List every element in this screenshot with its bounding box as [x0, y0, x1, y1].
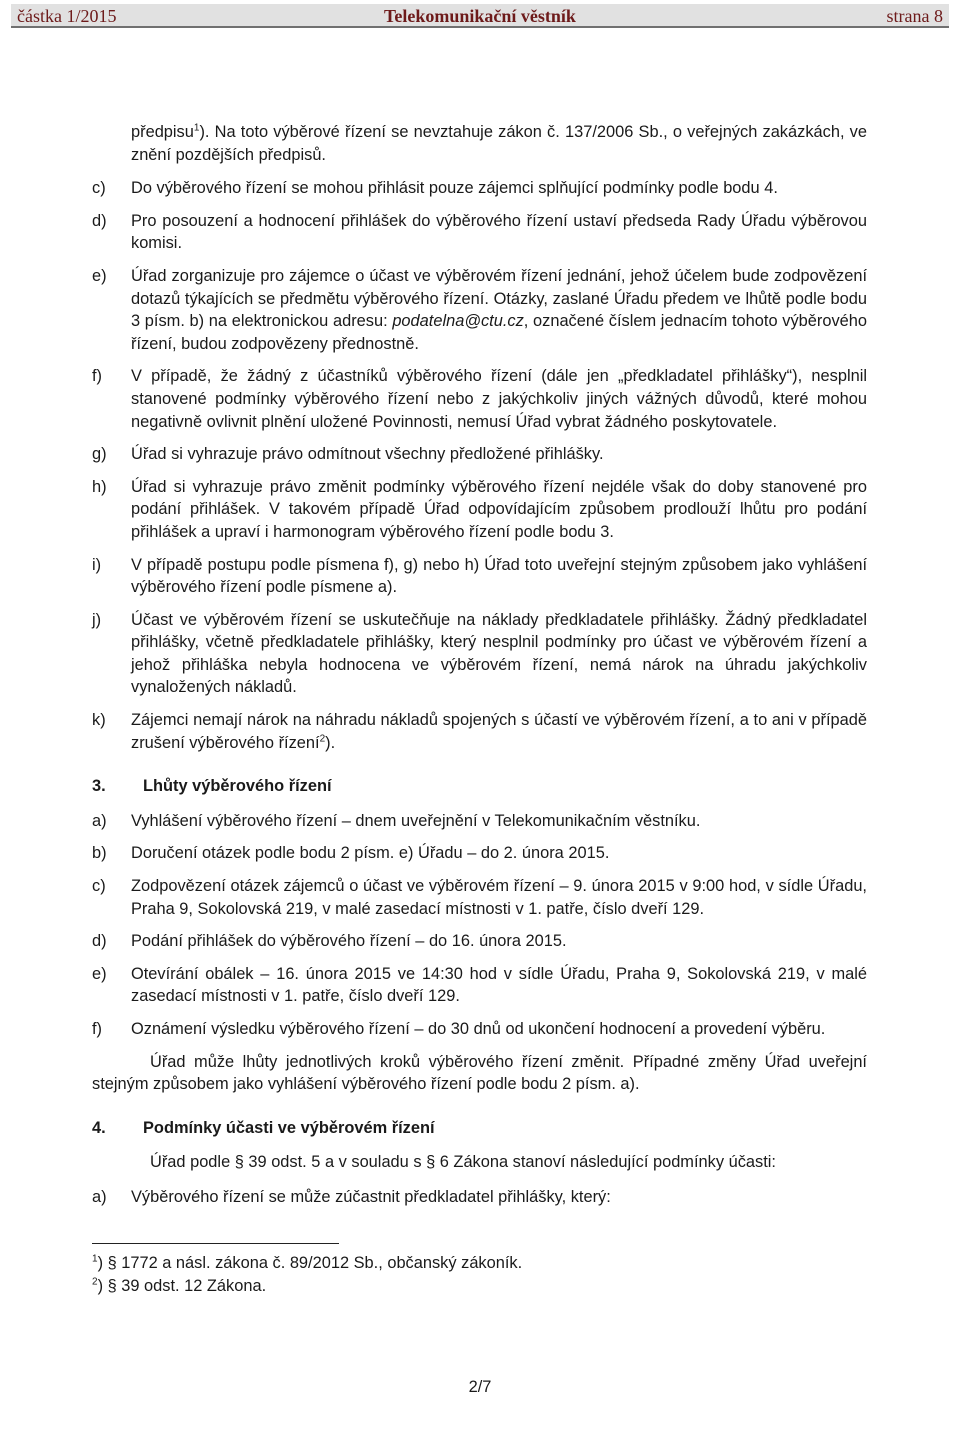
- list-item: k) Zájemci nemají nárok na náhradu nákladů spojených s účastí ve výběrovém řízení, a to ani v případě zrušení výběrového řízení$^2$).: [92, 711, 867, 752]
- continued-paragraph: předpisu$^1$). Na toto výběrové řízení se nevztahuje zákon č. 137/2006 Sb., o veřejných zakázkách, ve znění pozdějších předpisů.: [131, 122, 867, 164]
- header-title: Telekomunikační věstník: [384, 6, 576, 26]
- list-item: e) Otevírání obálek – 16. února 2015 ve 14:30 hod v sídle Úřadu, Praha 9, Sokolovská 219, v malé zasedací místnosti v 1. patře, číslo dveří 129.: [92, 964, 867, 1006]
- email-address: podatelna@ctu.cz: [392, 312, 524, 331]
- section-intro: Úřad podle § 39 odst. 5 a v souladu s § 6 Zákona stanoví následující podmínky účasti:: [150, 1153, 776, 1172]
- page-number: 2/7: [468, 1378, 492, 1396]
- header-page: strana 8: [886, 6, 943, 26]
- list-item: b) Doručení otázek podle bodu 2 písm. e) Úřadu – do 2. února 2015.: [92, 844, 610, 863]
- list-item: d) Pro posouzení a hodnocení přihlášek do výběrového řízení ustaví předseda Rady Úřadu výběrovou komisi.: [92, 211, 867, 253]
- list-item: a) Vyhlášení výběrového řízení – dnem uveřejnění v Telekomunikačním věstníku.: [92, 811, 701, 830]
- footnote-ref-1: 1: [193, 122, 200, 134]
- footnote-divider: [92, 1243, 339, 1244]
- footnote: $^2$) § 39 odst. 12 Zákona.: [92, 1276, 267, 1296]
- section-heading: 4. Podmínky účasti ve výběrovém řízení: [92, 1118, 435, 1137]
- list-item: a) Výběrového řízení se může zúčastnit předkladatel přihlášky, který:: [92, 1187, 611, 1206]
- page-header: [11, 4, 949, 28]
- list-item: c) Zodpovězení otázek zájemců o účast ve výběrovém řízení – 9. února 2015 v 9:00 hod, v sídle Úřadu, Praha 9, Sokolovská 219, v malé zasedací místnosti v 1. patře, číslo dveří 129.: [92, 877, 867, 918]
- list-item: i) V případě postupu podle písmena f), g) nebo h) Úřad toto uveřejní stejným způsobem jako vyhlášení výběrového řízení podle písmene a).: [92, 555, 867, 597]
- list-item: f) Oznámení výsledku výběrového řízení – do 30 dnů od ukončení hodnocení a provedení výběru.: [92, 1020, 826, 1038]
- section-closing-paragraph: Úřad může lhůty jednotlivých kroků výběrového řízení změnit. Případné změny Úřad uveřejní stejným způsobem jako vyhlášení výběrového řízení podle bodu 2 písm. a).: [92, 1052, 867, 1094]
- list-item: c) Do výběrového řízení se mohou přihlásit pouze zájemci splňující podmínky podle bodu 4.: [92, 179, 778, 198]
- list-item: e) Úřad zorganizuje pro zájemce o účast ve výběrovém řízení jednání, jehož účelem bude zodpovězení dotazů týkajících se předmětu výběrového řízení. Otázky, zaslané Úřadu předem ve lhůtě podle bodu 3 písm. b) na elektronickou adresu: podatelna@ctu.cz, označené číslem jednacím tohoto výběrového řízení, budou zodpovězeny přednostně.: [92, 266, 867, 353]
- page-content: [92, 121, 867, 1299]
- list-item: j) Účast ve výběrovém řízení se uskutečňuje na náklady předkladatele přihlášky. Žádný předkladatel přihlášky, včetně předkladatele přihlášky, který nesplnil podmínky pro účast ve výběrovém řízení a jehož přihláška nebyla hodnocena ve výběrovém řízení, nemá nárok na úhradu jakýchkoliv vynaložených nákladů.: [92, 610, 867, 697]
- header-issue: částka 1/2015: [17, 6, 117, 26]
- list-item: f) V případě, že žádný z účastníků výběrového řízení (dále jen „předkladatel přihlášky“), nesplnil stanovené podmínky výběrového řízení nebo z jakýchkoliv jiných vážných důvodů, které mohou negativně ovlivnit plnění uložené Povinnosti, nemusí Úřad vybrat žádného poskytovatele.: [92, 367, 867, 431]
- list-item: g) Úřad si vyhrazuje právo odmítnout všechny předložené přihlášky.: [92, 445, 604, 464]
- footnote-ref-2: 2: [319, 733, 326, 745]
- footnote: $^1$) § 1772 a násl. zákona č. 89/2012 Sb., občanský zákoník.: [92, 1253, 523, 1272]
- list-item: d) Podání přihlášek do výběrového řízení – do 16. února 2015.: [92, 932, 567, 951]
- section-heading: 3. Lhůty výběrového řízení: [92, 777, 332, 796]
- list-item: h) Úřad si vyhrazuje právo změnit podmínky výběrového řízení nejdéle však do doby stanovené pro podání přihlášek. V takovém případě Úřad odpovídajícím způsobem prodlouží lhůtu pro podání přihlášek a upraví i harmonogram výběrového řízení podle bodu 3.: [92, 477, 867, 541]
